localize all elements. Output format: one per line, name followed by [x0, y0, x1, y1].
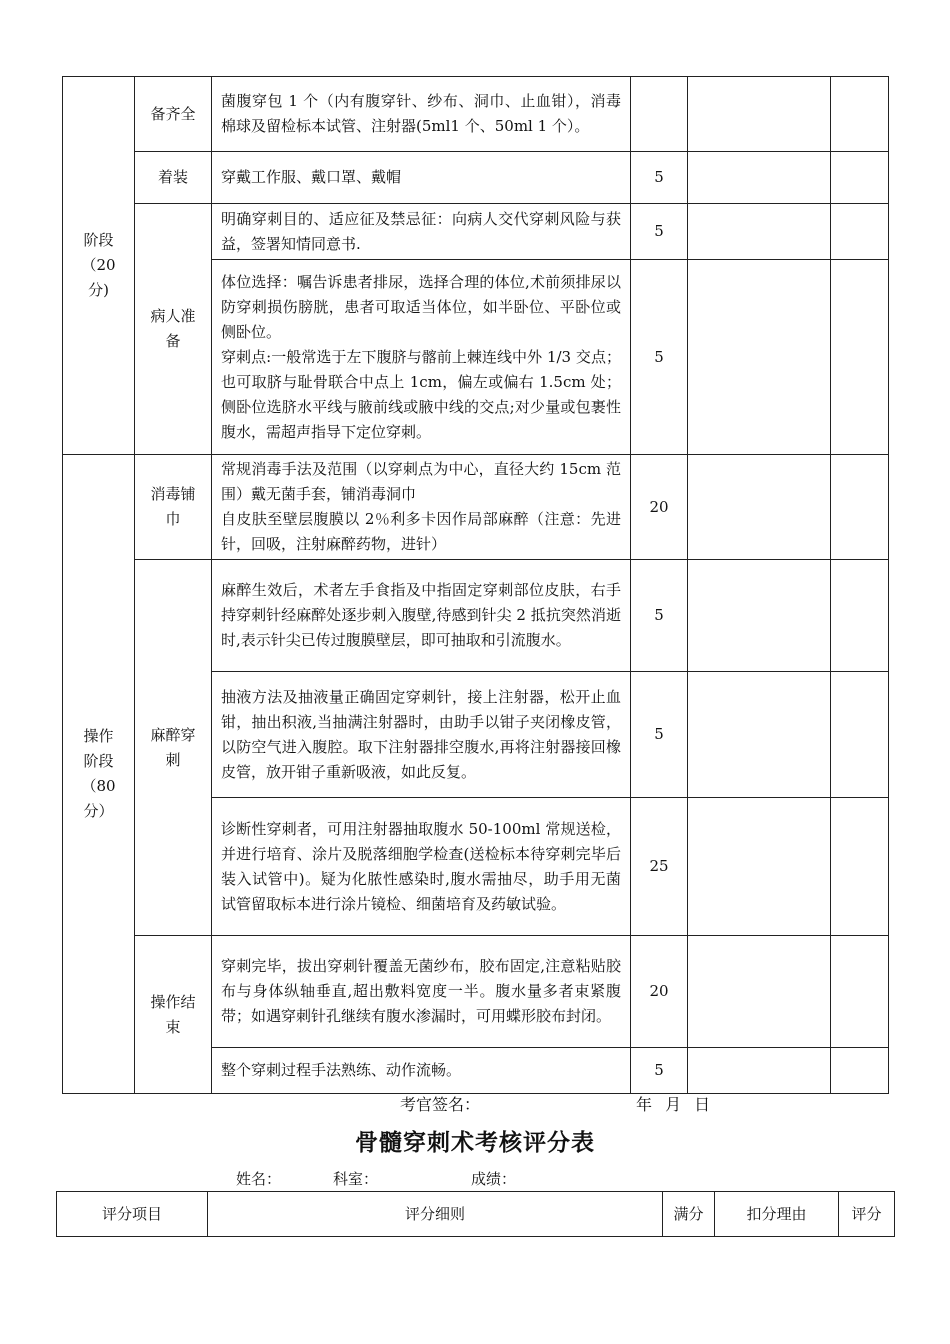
sub-item-cell: 麻醉穿刺	[135, 560, 212, 936]
detail-cell: 穿戴工作服、戴口罩、戴帽	[212, 152, 631, 204]
table-row	[63, 936, 889, 1048]
deduction-reason-cell	[688, 204, 831, 260]
rating-cell	[831, 152, 889, 204]
score-cell: 5	[631, 672, 688, 798]
examiner-signature-label: 考官签名：	[400, 1095, 481, 1114]
detail-cell: 常规消毒手法及范围（以穿刺点为中心，直径大约 15cm 范围）戴无菌手套，铺消毒洞巾 自皮肤至壁层腹膜以 2％利多卡因作局部麻醉（注意：先进针，回吸，注射麻醉药物，进针）	[212, 455, 631, 560]
header-score: 评分	[839, 1192, 895, 1237]
deduction-reason-cell	[688, 455, 831, 560]
deduction-reason-cell	[688, 798, 831, 936]
detail-cell: 明确穿刺目的、适应征及禁忌征：向病人交代穿刺风险与获益，签署知情同意书.	[212, 204, 631, 260]
score-cell: 5	[631, 560, 688, 672]
sub-item-cell: 消毒铺巾	[135, 455, 212, 560]
sub-item-cell: 备齐全	[135, 77, 212, 152]
rating-cell	[831, 936, 889, 1048]
rating-cell	[831, 560, 889, 672]
rating-cell	[831, 1048, 889, 1094]
score-cell: 20	[631, 455, 688, 560]
table-row	[63, 455, 889, 560]
deduction-reason-cell	[688, 152, 831, 204]
detail-cell: 菌腹穿包 1 个（内有腹穿针、纱布、洞巾、止血钳），消毒棉球及留检标本试管、注射器(5ml1 个、50ml 1 个）。	[212, 77, 631, 152]
score-cell: 5	[631, 1048, 688, 1094]
scoring-table	[62, 76, 889, 1094]
table-row	[63, 560, 889, 672]
header-scoring-item: 评分项目	[57, 1192, 208, 1237]
rating-cell	[831, 672, 889, 798]
table-row	[63, 77, 889, 152]
department-label: 科室：	[333, 1170, 379, 1188]
deduction-reason-cell	[688, 77, 831, 152]
header-scoring-details: 评分细则	[208, 1192, 663, 1237]
score-cell: 20	[631, 936, 688, 1048]
table-row	[63, 152, 889, 204]
scoring-header-table	[56, 1191, 895, 1237]
score-cell: 5	[631, 260, 688, 455]
rating-cell	[831, 77, 889, 152]
deduction-reason-cell	[688, 560, 831, 672]
stage-prep-cell: 阶段 （20 分)	[63, 77, 135, 455]
rating-cell	[831, 260, 889, 455]
table-row	[63, 204, 889, 260]
deduction-reason-cell	[688, 672, 831, 798]
deduction-reason-cell	[688, 260, 831, 455]
sub-item-cell: 病人准备	[135, 204, 212, 455]
score-cell: 5	[631, 152, 688, 204]
score-cell	[631, 77, 688, 152]
detail-cell: 诊断性穿刺者，可用注射器抽取腹水 50-100ml 常规送检，并进行培育、涂片及脱落细胞学检查(送检标本待穿刺完毕后装入试管中)。疑为化脓性感染时,腹水需抽尽，助手用无菌试管留取标本进行涂片镜检、细菌培育及药敏试验。	[212, 798, 631, 936]
detail-cell: 抽液方法及抽液量正确固定穿刺针，接上注射器，松开止血钳，抽出积液,当抽满注射器时，由助手以钳子夹闭橡皮管，以防空气进入腹腔。取下注射器排空腹水,再将注射器接回橡皮管，放开钳子重新吸液，如此反复。	[212, 672, 631, 798]
score-label: 成绩：	[471, 1170, 517, 1188]
score-cell: 5	[631, 204, 688, 260]
detail-cell: 穿刺完毕，拔出穿刺针覆盖无菌纱布，胶布固定,注意粘贴胶布与身体纵轴垂直,超出敷料宽度一半。腹水量多者束紧腹带；如遇穿刺针孔继续有腹水渗漏时，可用蝶形胶布封闭。	[212, 936, 631, 1048]
sub-item-cell: 操作结束	[135, 936, 212, 1094]
rating-cell	[831, 204, 889, 260]
stage-op-cell: 操作 阶段 （80 分）	[63, 455, 135, 1094]
detail-cell: 麻醉生效后，术者左手食指及中指固定穿刺部位皮肤，右手持穿刺针经麻醉处逐步刺入腹壁,待感到针尖 2 抵抗突然消逝时,表示针尖已传过腹膜壁层，即可抽取和引流腹水。	[212, 560, 631, 672]
header-row	[57, 1192, 895, 1237]
deduction-reason-cell	[688, 936, 831, 1048]
rating-cell	[831, 798, 889, 936]
name-label: 姓名：	[236, 1170, 282, 1188]
score-cell: 25	[631, 798, 688, 936]
detail-cell: 整个穿刺过程手法熟练、动作流畅。	[212, 1048, 631, 1094]
deduction-reason-cell	[688, 1048, 831, 1094]
sub-item-cell: 着装	[135, 152, 212, 204]
signature-date: 年 月 日	[636, 1095, 715, 1114]
detail-cell: 体位选择：嘱告诉患者排尿，选择合理的体位,术前须排尿以防穿刺损伤膀胱，患者可取适当体位，如半卧位、平卧位或侧卧位。 穿刺点:一般常选于左下腹脐与髂前上棘连线中外 1/3 交点；也可取脐与耻骨联合中点上 1cm，偏左或偏右 1.5cm 处；侧卧位选脐水平线与腋前线或腋中线的交点;对少量或包裹性腹水，需超声指导下定位穿刺。	[212, 260, 631, 455]
header-full-score: 满分	[663, 1192, 715, 1237]
form-title: 骨髓穿刺术考核评分表	[355, 1129, 595, 1156]
header-deduction-reason: 扣分理由	[715, 1192, 839, 1237]
rating-cell	[831, 455, 889, 560]
